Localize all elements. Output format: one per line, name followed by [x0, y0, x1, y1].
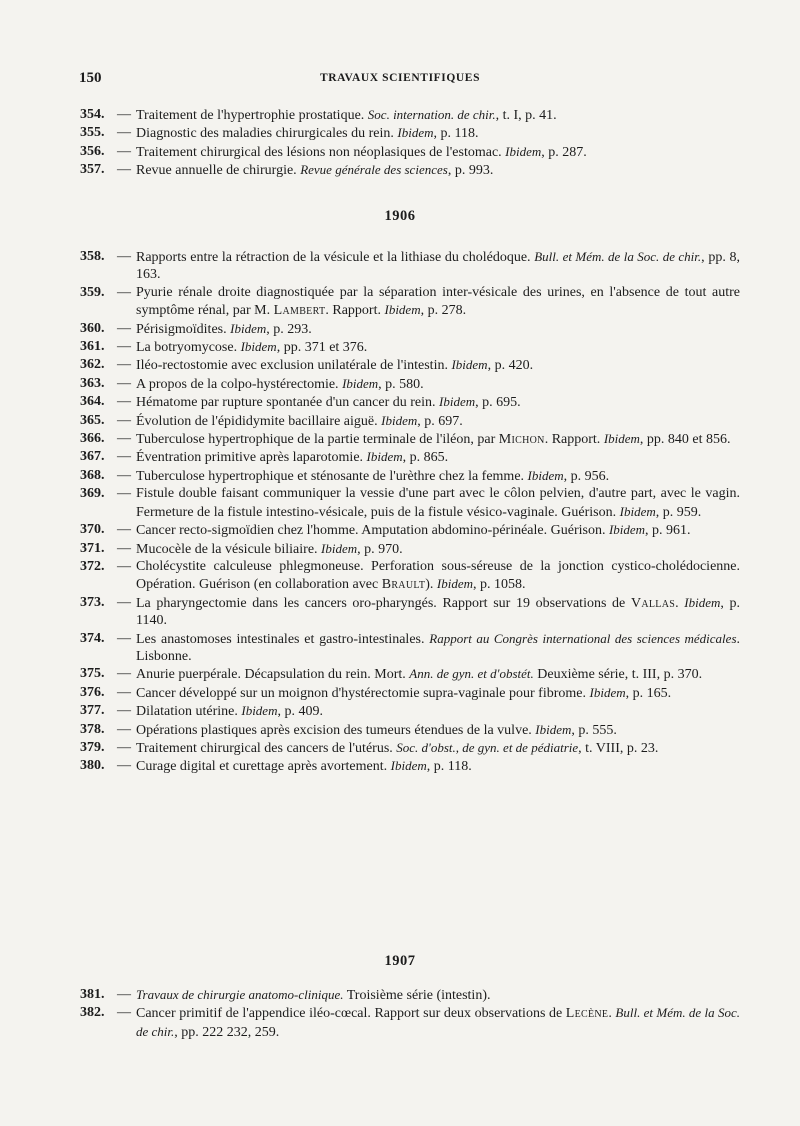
- entry-number: 357.: [80, 162, 105, 178]
- entry-dash: —: [117, 666, 131, 682]
- bibliography-entry: [80, 665, 740, 683]
- bibliography-entry: [80, 143, 740, 161]
- bibliography-entry: [80, 356, 740, 374]
- entry-text: Pyurie rénale droite diagnostiquée par la séparation inter-vésicale des urines, en l'absence de tout autre symptôme rénal, par M. Lambert. Rapport. Ibidem, p. 278.: [136, 284, 740, 319]
- entry-dash: —: [117, 739, 131, 755]
- entry-number: 361.: [80, 339, 105, 355]
- entry-text: Revue annuelle de chirurgie. Revue générale des sciences, p. 993.: [136, 162, 494, 179]
- entry-text: Cancer recto-sigmoïdien chez l'homme. Amputation abdomino-périnéale. Guérison. Ibidem, p. 961.: [136, 522, 691, 539]
- entry-number: 363.: [80, 375, 105, 391]
- entry-number: 371.: [80, 540, 105, 556]
- bibliography-entry: [80, 721, 740, 739]
- entry-dash: —: [117, 162, 131, 178]
- entry-text: Diagnostic des maladies chirurgicales du rein. Ibidem, p. 118.: [136, 125, 479, 142]
- entry-text: Cancer primitif de l'appendice iléo-cœcal. Rapport sur deux observations de Lecène. Bull. et Mém. de la Soc. de chir., pp. 222 232, 259.: [136, 1005, 740, 1040]
- entry-number: 362.: [80, 357, 105, 373]
- bibliography-entry: [80, 739, 740, 757]
- entry-dash: —: [117, 721, 131, 737]
- page-number: 150: [79, 70, 102, 86]
- bibliography-entry: [80, 757, 740, 775]
- entry-number: 379.: [80, 739, 105, 755]
- entry-text: La pharyngectomie dans les cancers oro-pharyngés. Rapport sur 19 observations de Vallas. Ibidem, p. 1140.: [136, 594, 741, 629]
- entry-dash: —: [117, 249, 131, 264]
- entry-dash: —: [117, 339, 131, 355]
- entry-text: Hématome par rupture spontanée d'un cancer du rein. Ibidem, p. 695.: [136, 394, 521, 411]
- entry-text: Éventration primitive après laparotomie. Ibidem, p. 865.: [136, 449, 449, 466]
- entry-dash: —: [117, 987, 131, 1002]
- entry-dash: —: [117, 630, 131, 646]
- entry-text: Les anastomoses intestinales et gastro-intestinales. Rapport au Congrès international des sciences médicales. Lisbonne.: [136, 630, 740, 664]
- entry-text: La botryomycose. Ibidem, pp. 371 et 376.: [136, 339, 368, 356]
- bibliography-entry: [80, 448, 740, 466]
- entry-dash: —: [117, 1005, 131, 1021]
- entry-dash: —: [117, 703, 131, 719]
- bibliography-entry: [80, 467, 740, 485]
- entry-dash: —: [117, 558, 131, 574]
- bibliography-entry: [80, 248, 740, 284]
- bibliography-entry: [80, 284, 740, 320]
- entry-number: 374.: [80, 630, 105, 646]
- entry-text: Traitement de l'hypertrophie prostatique. Soc. internation. de chir., t. I, p. 41.: [136, 107, 557, 123]
- bibliography-entry: [80, 161, 740, 179]
- entry-text: Cancer développé sur un moignon d'hystérectomie supra-vaginale pour fibrome. Ibidem, p. 165.: [136, 684, 672, 701]
- entry-dash: —: [117, 320, 131, 336]
- entry-text: Périsigmoïdites. Ibidem, p. 293.: [136, 320, 312, 337]
- entry-number: 360.: [80, 320, 105, 336]
- entry-text: Évolution de l'épididymite bacillaire aiguë. Ibidem, p. 697.: [136, 412, 463, 429]
- entry-dash: —: [117, 467, 131, 483]
- entry-text: A propos de la colpo-hystérectomie. Ibidem, p. 580.: [136, 375, 424, 392]
- entry-number: 365.: [80, 412, 105, 428]
- entry-text: Tuberculose hypertrophique de la partie terminale de l'iléon, par Michon. Rapport. Ibidem, pp. 840 et 856.: [136, 431, 731, 448]
- entries-1907: [80, 986, 740, 1041]
- bibliography-entry: [80, 986, 740, 1004]
- bibliography-entry: [80, 540, 740, 558]
- bibliography-entry: [80, 594, 740, 630]
- bibliography-entry: [80, 702, 740, 720]
- entry-text: Anurie puerpérale. Décapsulation du rein. Mort. Ann. de gyn. et d'obstét. Deuxième série, t. III, p. 370.: [136, 666, 703, 683]
- entry-text: Rapports entre la rétraction de la vésicule et la lithiase du cholédoque. Bull. et Mém. de la Soc. de chir., pp. 8, 163.: [136, 249, 741, 283]
- entry-number: 354.: [80, 107, 105, 122]
- entry-number: 364.: [80, 394, 105, 410]
- entry-number: 373.: [80, 594, 105, 610]
- bibliography-entry: [80, 558, 740, 594]
- bibliography-entry: [80, 412, 740, 430]
- entry-number: 377.: [80, 703, 105, 719]
- bibliography-entry: [80, 393, 740, 411]
- entry-number: 381.: [80, 987, 105, 1002]
- entry-number: 359.: [80, 284, 105, 300]
- entry-number: 378.: [80, 721, 105, 737]
- entry-number: 358.: [80, 249, 105, 264]
- entry-text: Travaux de chirurgie anatomo-clinique. Troisième série (intestin).: [136, 987, 491, 1003]
- entry-text: Dilatation utérine. Ibidem, p. 409.: [136, 703, 323, 720]
- bibliography-entry: [80, 684, 740, 702]
- entry-dash: —: [117, 540, 131, 556]
- entry-number: 375.: [80, 666, 105, 682]
- entry-number: 356.: [80, 143, 105, 159]
- bibliography-entry: [80, 521, 740, 539]
- entry-number: 376.: [80, 684, 105, 700]
- entry-dash: —: [117, 684, 131, 700]
- entry-dash: —: [117, 758, 131, 774]
- entry-dash: —: [117, 284, 131, 300]
- entry-text: Cholécystite calculeuse phlegmoneuse. Perforation sous-séreuse de la jonction cystico-cholédocienne. Opération. Guérison (en collaboration avec Brault). Ibidem, p. 1058.: [136, 558, 740, 593]
- entry-dash: —: [117, 522, 131, 538]
- entry-text: Traitement chirurgical des cancers de l'utérus. Soc. d'obst., de gyn. et de pédiatrie, t. VIII, p. 23.: [136, 739, 659, 756]
- bibliography-entry: [80, 1004, 740, 1041]
- running-head: TRAVAUX SCIENTIFIQUES: [319, 72, 481, 84]
- entry-number: 382.: [80, 1005, 105, 1021]
- entry-dash: —: [117, 486, 131, 502]
- year-heading-1907: 1907: [384, 953, 416, 969]
- entry-number: 372.: [80, 558, 105, 574]
- bibliography-entry: [80, 320, 740, 338]
- bibliography-entry: [80, 338, 740, 356]
- entries-before-1906: [80, 106, 740, 180]
- entry-number: 370.: [80, 522, 105, 538]
- entry-dash: —: [117, 412, 131, 428]
- entry-text: Mucocèle de la vésicule biliaire. Ibidem, p. 970.: [136, 540, 403, 557]
- entry-dash: —: [117, 125, 131, 141]
- bibliography-entry: [80, 485, 740, 521]
- entry-text: Curage digital et curettage après avortement. Ibidem, p. 118.: [136, 758, 472, 775]
- entry-dash: —: [117, 431, 131, 447]
- entry-number: 355.: [80, 125, 105, 141]
- bibliography-entry: [80, 124, 740, 142]
- entry-text: Traitement chirurgical des lésions non néoplasiques de l'estomac. Ibidem, p. 287.: [136, 143, 587, 160]
- entry-number: 368.: [80, 467, 105, 483]
- entry-number: 380.: [80, 758, 105, 774]
- entry-dash: —: [117, 357, 131, 373]
- entry-dash: —: [117, 375, 131, 391]
- bibliography-entry: [80, 630, 740, 666]
- bibliography-entry: [80, 430, 740, 448]
- entry-number: 366.: [80, 431, 105, 447]
- entry-number: 367.: [80, 449, 105, 465]
- entries-1906: [80, 248, 740, 776]
- entry-number: 369.: [80, 486, 105, 502]
- entry-dash: —: [117, 107, 131, 122]
- entry-text: Opérations plastiques après excision des tumeurs étendues de la vulve. Ibidem, p. 555.: [136, 721, 617, 738]
- entry-dash: —: [117, 449, 131, 465]
- entry-dash: —: [117, 594, 131, 610]
- year-heading-1906: 1906: [384, 208, 416, 224]
- entry-text: Fistule double faisant communiquer la vessie d'une part avec le côlon pelvien, d'autre part, avec le vagin. Fermeture de la fistule intestino-vésicale, puis de la fistule vésico-vaginale. Guérison. Ibidem, p. 959.: [136, 486, 740, 520]
- entry-text: Tuberculose hypertrophique et sténosante de l'urèthre chez la femme. Ibidem, p. 956.: [136, 467, 610, 484]
- entry-dash: —: [117, 394, 131, 410]
- entry-dash: —: [117, 143, 131, 159]
- bibliography-entry: [80, 106, 740, 124]
- entry-text: Iléo-rectostomie avec exclusion unilatérale de l'intestin. Ibidem, p. 420.: [136, 357, 534, 374]
- bibliography-entry: [80, 375, 740, 393]
